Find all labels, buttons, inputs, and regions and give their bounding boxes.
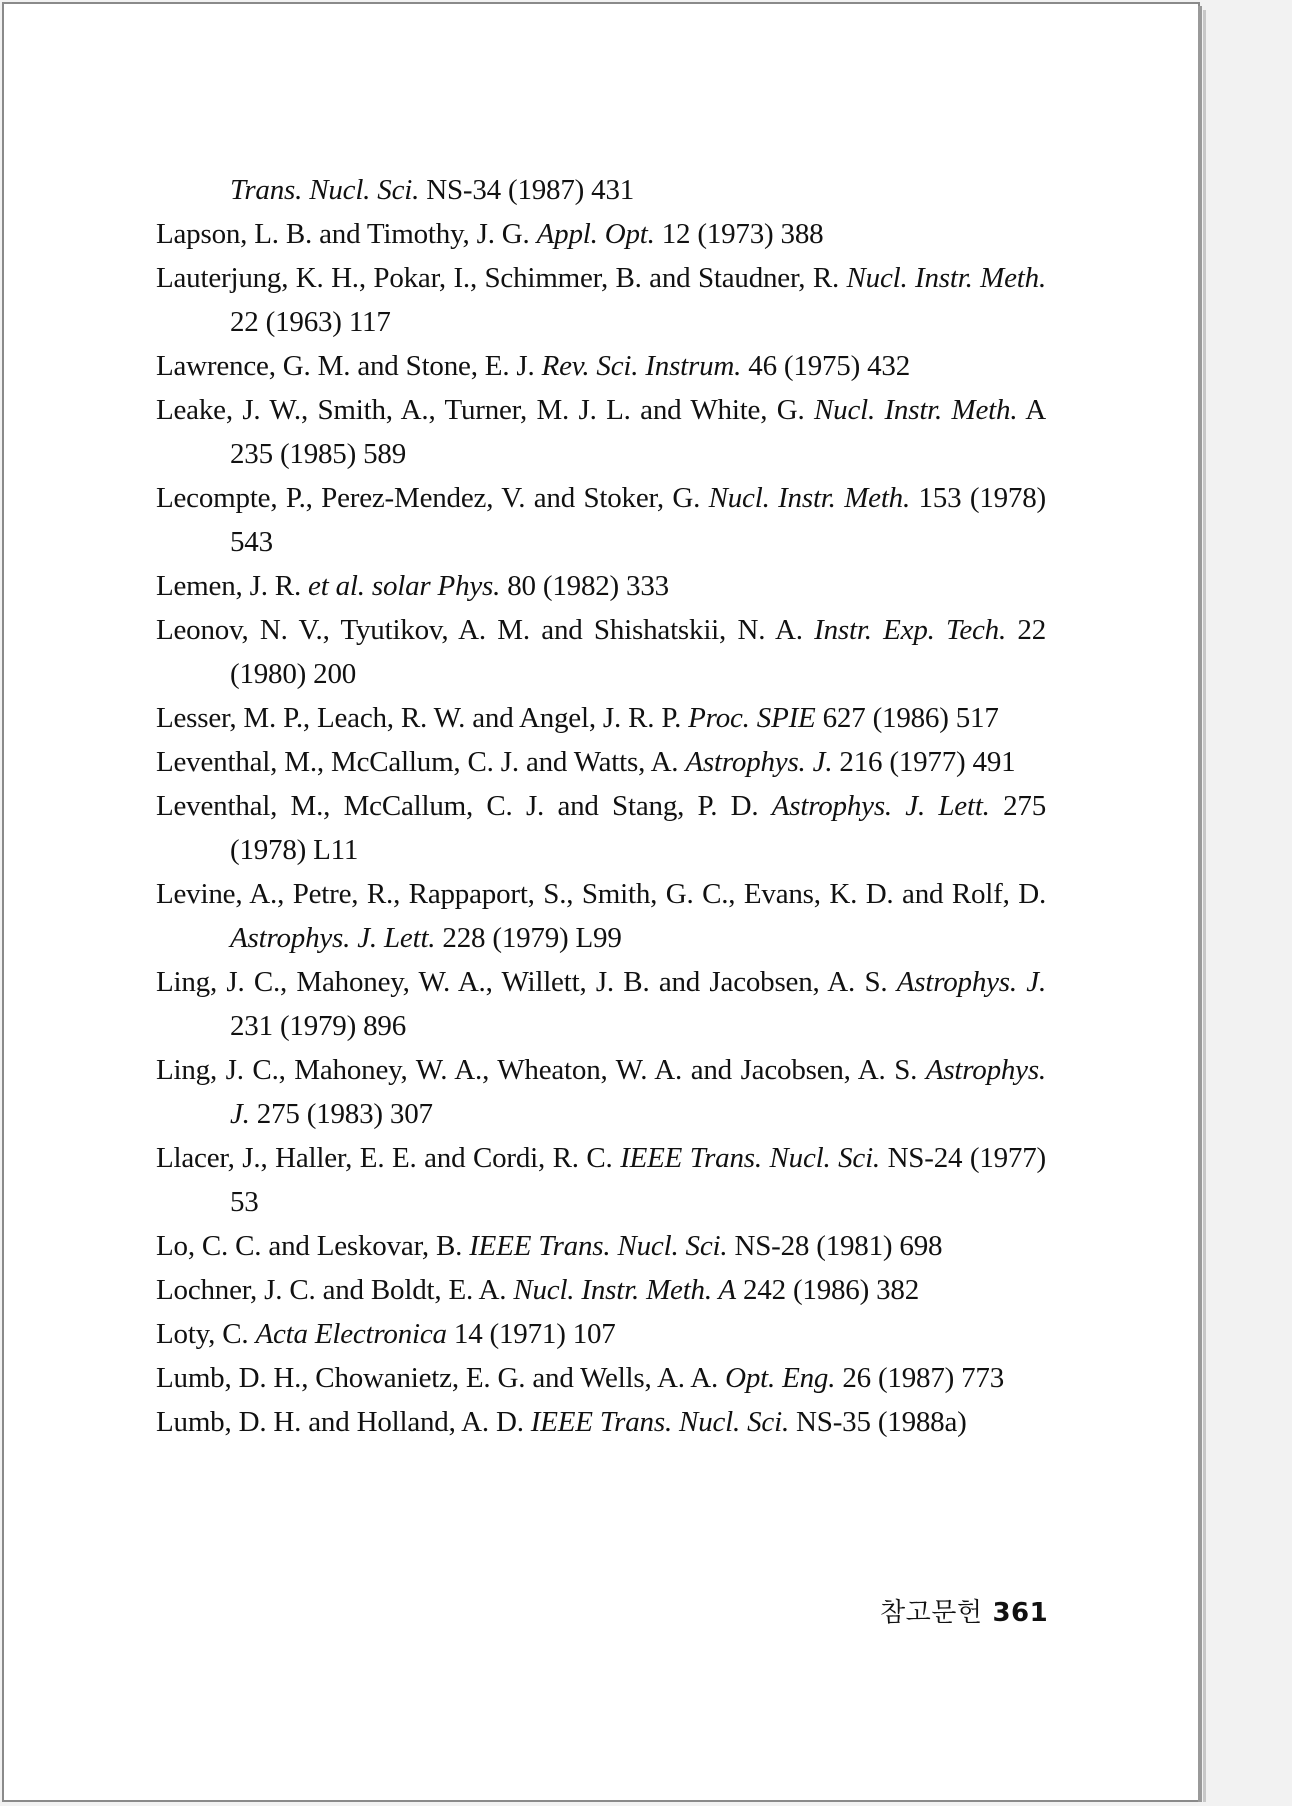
reference-entry (156, 1356, 1046, 1400)
reference-entry (156, 256, 1046, 344)
reference-text: Lauterjung, K. H., Pokar, I., Schimmer, B. and Staudner, R. (156, 262, 847, 294)
reference-text: 275 (1983) 307 (249, 1098, 433, 1130)
reference-entry (156, 212, 1046, 256)
journal-name: Nucl. Instr. Meth. (708, 482, 911, 514)
reference-text: Llacer, J., Haller, E. E. and Cordi, R. C. (156, 1142, 621, 1174)
reference-text: Ling, J. C., Mahoney, W. A., Willett, J. B. and Jacobsen, A. S. (156, 966, 897, 998)
reference-text: Lumb, D. H., Chowanietz, E. G. and Wells, A. A. (156, 1362, 726, 1394)
reference-entry (156, 1224, 1046, 1268)
reference-text: Lumb, D. H. and Holland, A. D. (156, 1406, 531, 1438)
reference-text: Lesser, M. P., Leach, R. W. and Angel, J. R. P. (156, 702, 689, 734)
reference-entry (156, 388, 1046, 476)
reference-text: 80 (1982) 333 (500, 570, 669, 602)
reference-text: Lapson, L. B. and Timothy, J. G. (156, 218, 537, 250)
reference-entry (156, 476, 1046, 564)
reference-text: Leake, J. W., Smith, A., Turner, M. J. L. and White, G. (156, 394, 814, 426)
reference-text: Leonov, N. V., Tyutikov, A. M. and Shishatskii, N. A. (156, 614, 815, 646)
reference-text: NS-35 (1988a) (789, 1406, 967, 1438)
reference-entry (156, 696, 1046, 740)
journal-name: IEEE Trans. Nucl. Sci. (620, 1142, 880, 1174)
reference-text: NS-28 (1981) 698 (727, 1230, 943, 1262)
page-footer (880, 1592, 1048, 1629)
reference-text: Levine, A., Petre, R., Rappaport, S., Smith, G. C., Evans, K. D. and Rolf, D. (156, 878, 1046, 910)
journal-name: Trans. Nucl. Sci. (230, 174, 420, 206)
reference-text: 46 (1975) 432 (741, 350, 910, 382)
reference-entry (156, 344, 1046, 388)
reference-list (156, 168, 1046, 1444)
page-edge-shadow (1203, 10, 1206, 1802)
reference-entry (156, 1048, 1046, 1136)
reference-text: Lochner, J. C. and Boldt, E. A. (156, 1274, 514, 1306)
journal-name: Nucl. Instr. Meth. A (513, 1274, 736, 1306)
reference-text: Loty, C. (156, 1318, 256, 1350)
journal-name: Astrophys. J. Lett. (230, 922, 436, 954)
journal-name: IEEE Trans. Nucl. Sci. (530, 1406, 789, 1438)
reference-text: 216 (1977) 491 (832, 746, 1016, 778)
reference-text: A 235 (1985) 589 (230, 394, 1046, 470)
reference-text: 627 (1986) 517 (815, 702, 999, 734)
reference-text: Lecompte, P., Perez-Mendez, V. and Stoker, G. (156, 482, 709, 514)
footer-section-label: 참고문헌 (880, 1598, 983, 1628)
reference-entry (156, 1312, 1046, 1356)
journal-name: Instr. Exp. Tech. (814, 614, 1007, 646)
reference-entry (156, 1136, 1046, 1224)
reference-text: 242 (1986) 382 (735, 1274, 920, 1306)
journal-name: Acta Electronica (255, 1318, 447, 1350)
reference-text: NS-34 (1987) 431 (419, 174, 635, 206)
page-number: 361 (992, 1598, 1049, 1628)
journal-name: Astrophys. J. (685, 746, 833, 778)
journal-name: Nucl. Instr. Meth. (814, 394, 1018, 426)
journal-name: Rev. Sci. Instrum. (541, 350, 742, 382)
reference-text: 22 (1963) 117 (230, 306, 391, 338)
reference-entry (156, 740, 1046, 784)
journal-name: Nucl. Instr. Meth. (846, 262, 1046, 294)
reference-text: NS-24 (1977) 53 (230, 1142, 1046, 1218)
reference-entry (156, 960, 1046, 1048)
reference-text: Lo, C. C. and Leskovar, B. (156, 1230, 470, 1262)
journal-name: Astrophys. J. (896, 966, 1046, 998)
reference-text: 22 (1980) 200 (230, 614, 1046, 690)
reference-text: Ling, J. C., Mahoney, W. A., Wheaton, W. A. and Jacobsen, A. S. (156, 1054, 926, 1086)
journal-name: Astrophys. J. Lett. (771, 790, 990, 822)
reference-entry (156, 1400, 1046, 1444)
reference-text: 14 (1971) 107 (446, 1318, 616, 1350)
reference-text: 153 (1978) 543 (230, 482, 1046, 558)
reference-text: Lemen, J. R. (156, 570, 309, 602)
journal-name: Opt. Eng. (725, 1362, 836, 1394)
reference-text: 228 (1979) L99 (435, 922, 622, 954)
journal-name: et al. solar Phys. (308, 570, 501, 602)
reference-text: 26 (1987) 773 (835, 1362, 1005, 1394)
page-edge (1198, 6, 1202, 1802)
reference-entry (156, 168, 1046, 212)
reference-entry (156, 784, 1046, 872)
reference-text: Leventhal, M., McCallum, C. J. and Watts, A. (156, 746, 686, 778)
reference-entry (156, 608, 1046, 696)
reference-entry (156, 1268, 1046, 1312)
reference-text: 231 (1979) 896 (230, 1010, 407, 1042)
reference-text: 12 (1973) 388 (654, 218, 824, 250)
journal-name: Proc. SPIE (688, 702, 816, 734)
reference-text: Leventhal, M., McCallum, C. J. and Stang, P. D. (156, 790, 772, 822)
reference-text: 275 (1978) L11 (230, 790, 1046, 866)
reference-entry (156, 872, 1046, 960)
journal-name: Astrophys. J. (230, 1054, 1046, 1130)
journal-name: IEEE Trans. Nucl. Sci. (469, 1230, 728, 1262)
journal-name: Appl. Opt. (536, 218, 655, 250)
reference-entry (156, 564, 1046, 608)
reference-text: Lawrence, G. M. and Stone, E. J. (156, 350, 542, 382)
